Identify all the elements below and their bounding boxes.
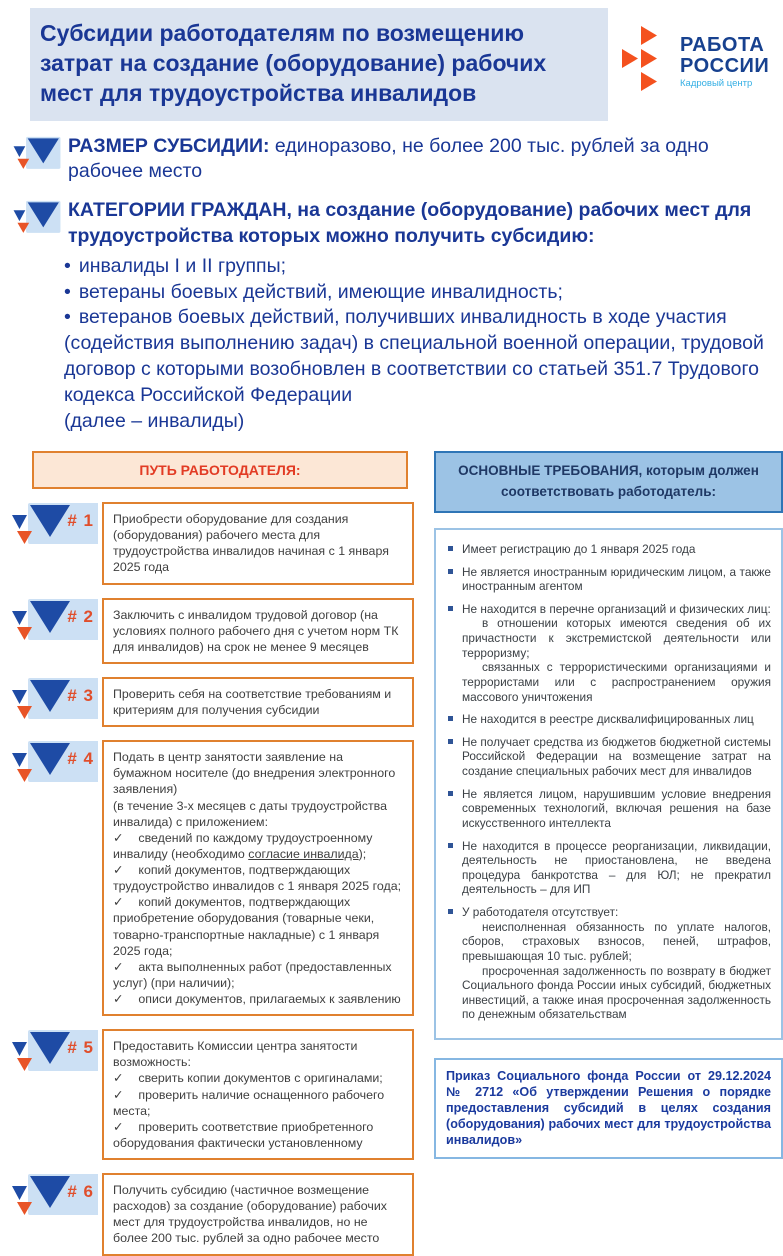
step-text: Подать в центр занятости заявление на бумажном носителе (до внедрения электронного заявления) [113,750,396,797]
step-number: # 3 [67,685,94,705]
step-box [102,1173,414,1256]
logo-subtitle: Кадровый центр [680,77,753,89]
step-marker [10,740,102,784]
step-number: # 2 [67,606,94,626]
two-column-layout [10,451,775,1256]
check-icon: ✓ [113,1071,124,1086]
subsidy-size-section [12,133,773,185]
step-marker [10,1029,102,1073]
requirement-item: Не является лицом, нарушившим условие внедрения современных технологий, включая решения на базе искусственного интеллекта [442,787,771,831]
rabota-rossii-logo [622,8,769,98]
step-number: # 1 [67,511,94,531]
check-item: ✓ копий документов, подтверждающих трудоустройство инвалидов с 1 января 2025 года; [113,863,402,894]
categories-note: (далее – инвалиды) [64,410,245,433]
triangles-down-icon [10,740,74,786]
step-box [102,502,414,585]
check-icon: ✓ [113,830,124,845]
check-item: ✓ описи документов, прилагаемых к заявлению [113,992,401,1007]
bullet-icon: • [64,254,71,277]
bullet-icon: • [64,280,71,303]
step-marker [10,502,102,546]
requirement-item: У работодателя отсутствует: неисполненная обязанность по уплате налогов, сборов, страховых взносов, пеней, штрафов, превышающая 10 тыс. рублей; просроченная задолженность по возврату в бюджет Социального фонда России иных субсидий, бюджетных инвестиций, а также иная просроченная задолженность по денежным обязательствам [442,905,771,1022]
list-item: • ветеранов боевых действий, получивших инвалидность в ходе участия (содействия выполнению задач) в специальной военной операции, трудовой договор с которыми возобновлен в соответствии со статьей 351.7 Трудового кодекса Российской Федерации [64,306,764,407]
step-text: Проверить себя на соответствие требованиям и критериям для получения субсидии [113,686,392,718]
logo-line1: РАБОТА [680,34,765,57]
step-2 [10,598,418,664]
step-text: Заключить с инвалидом трудовой договор (на условиях полного рабочего дня с учетом норм ТК для инвалидов) на срок не менее 9 месяцев [113,607,399,654]
triangles-down-icon [10,1029,74,1075]
step-text: Предоставить Комиссии центра занятости возможность: [113,1039,358,1070]
header [30,8,775,121]
triangles-down-icon [10,1173,74,1219]
requirement-item: Не находится в процессе реорганизации, ликвидации, деятельность не приостановлена, не введена процедура банкротства – для ЮЛ; не прекратил деятельность – для ИП [442,839,771,898]
square-bullet-icon [448,606,453,611]
step-6 [10,1173,418,1256]
categories-section [12,197,773,249]
logo-line2: РОССИИ [680,54,770,77]
check-icon: ✓ [113,895,124,910]
step-text: Получить субсидию (частичное возмещение расходов) за создание (оборудование) рабочих мест для трудоустройства инвалидов, но не более 200 тыс. рублей за одно рабочее место [113,1183,387,1246]
requirements-box [434,528,783,1040]
employer-path-column [10,451,418,1256]
requirement-item: Имеет регистрацию до 1 января 2025 года [442,542,771,557]
square-bullet-icon [448,716,453,721]
check-item: ✓ сведений по каждому трудоустроенному инвалиду (необходимо согласие инвалида); [113,830,373,861]
logo-text [680,35,769,89]
check-item: ✓ проверить соответствие приобретенного оборудования фактически установленному [113,1119,374,1150]
check-icon: ✓ [113,863,124,878]
step-marker [10,677,102,721]
check-item: ✓ копий документов, подтверждающих приобретение оборудования (товарные чеки, товарно-транспортные накладные) с 1 января 2025 года; [113,895,380,958]
requirement-item: Не находится в реестре дисквалифицированных лиц [442,712,771,727]
check-icon: ✓ [113,1119,124,1134]
employer-path-header: ПУТЬ РАБОТОДАТЕЛЯ: [32,451,408,489]
check-icon: ✓ [113,992,124,1007]
categories-bullets [64,254,769,410]
square-bullet-icon [448,739,453,744]
triangles-down-icon [12,133,62,175]
page-title: Субсидии работодателям по возмещению затрат на создание (оборудование) рабочих мест для трудоустройства инвалидов [40,20,547,106]
subsidy-size-label: РАЗМЕР СУБСИДИИ: [68,134,270,157]
step-box [102,1029,414,1160]
list-item: • ветераны боевых действий, имеющие инвалидность; [64,280,563,303]
decree-text: Приказ Социального фонда России от 29.12.2024 № 2712 «Об утверждении Решения о порядке предоставления субсидий в целях создания (оборудования) рабочих мест для трудоустройства инвалидов» [446,1069,771,1148]
requirement-item: Не является иностранным юридическим лицом, а также иностранным агентом [442,565,771,594]
triangles-down-icon [10,502,74,548]
subsidy-size-text [68,133,773,185]
step-text: Приобрести оборудование для создания (оборудования) рабочего места для трудоустройства инвалидов начиная с 1 января 2025 года [113,512,389,575]
triangles-down-icon [10,677,74,723]
step-box [102,740,414,1016]
step-4 [10,740,418,1016]
logo-triangles-icon [622,26,674,98]
consent-link[interactable]: согласие инвалида [248,846,359,861]
step-box [102,677,414,727]
requirement-item: Не получает средства из бюджетов бюджетной системы Российской Федерации на возмещение затрат на создание специальных рабочих мест для инвалидов [442,735,771,779]
square-bullet-icon [448,569,453,574]
check-icon: ✓ [113,1087,124,1102]
check-icon: ✓ [113,959,124,974]
triangles-down-icon [12,197,62,239]
square-bullet-icon [448,791,453,796]
requirements-header: ОСНОВНЫЕ ТРЕБОВАНИЯ, которым должен соответствовать работодатель: [434,451,783,513]
step-5 [10,1029,418,1160]
check-item: ✓ акта выполненных работ (предоставленных услуг) (при наличии); [113,959,392,990]
step-number: # 5 [67,1038,94,1058]
step-text: (в течение 3-х месяцев с даты трудоустройства инвалида) с приложением: [113,798,387,829]
decree-box [434,1058,783,1159]
list-item: • инвалиды I и II группы; [64,254,286,277]
categories-title: КАТЕГОРИИ ГРАЖДАН, на создание (оборудование) рабочих мест для трудоустройства которых можно получить субсидию: [68,199,752,247]
step-marker [10,598,102,642]
step-number: # 6 [67,1182,94,1202]
infographic-page [0,8,783,1246]
step-3 [10,677,418,727]
square-bullet-icon [448,843,453,848]
bullet-icon: • [64,306,71,329]
step-1 [10,502,418,585]
step-box [102,598,414,664]
step-number: # 4 [67,749,94,769]
square-bullet-icon [448,909,453,914]
categories-title-wrap [68,197,773,249]
subsidy-size-value: единоразово, не более 200 тыс. рублей за одно рабочее место [68,134,709,183]
check-item: ✓ сверить копии документов с оригиналами; [113,1071,383,1086]
triangles-down-icon [10,598,74,644]
requirements-column [434,451,783,1256]
check-item: ✓ проверить наличие оснащенного рабочего места; [113,1087,385,1118]
requirement-item: Не находится в перечне организаций и физических лиц: в отношении которых имеются сведения об их причастности к экстремистской деятельности или терроризму; связанных с террористическими организациями и террористами или с распространением оружия массового уничтожения [442,602,771,704]
square-bullet-icon [448,546,453,551]
title-band [30,8,608,121]
step-marker [10,1173,102,1217]
